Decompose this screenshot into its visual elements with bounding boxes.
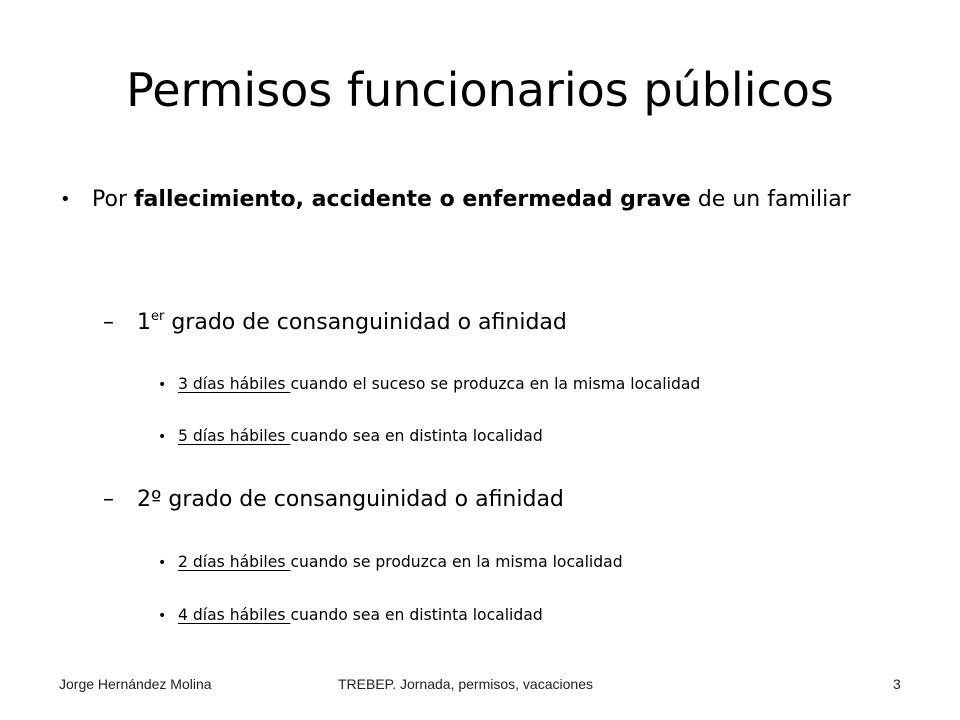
item-text: cuando se produzca en la misma localidad [290, 553, 623, 571]
bullet-icon: • [158, 555, 167, 571]
item-text: cuando sea en distinta localidad [290, 427, 543, 445]
main-bullet-suffix: de un familiar [690, 187, 851, 212]
group-1-label: grado de consanguinidad o afinidad [164, 310, 567, 335]
main-bullet-prefix: Por [92, 187, 134, 212]
group-2-number: 2º [137, 487, 162, 512]
dash-icon: – [103, 310, 114, 335]
group-1-item-2 [158, 421, 543, 452]
dash-icon: – [103, 487, 114, 512]
footer-presentation-title: TREBEP. Jornada, permisos, vacaciones [338, 676, 593, 692]
group-1-superscript: er [151, 309, 165, 324]
group-2-item-1 [158, 547, 623, 578]
bullet-icon: • [158, 377, 167, 393]
footer-page-number: 3 [893, 676, 901, 692]
bullet-icon: • [60, 189, 71, 210]
group-2-label: grado de consanguinidad o afinidad [161, 487, 564, 512]
group-1-number: 1 [137, 310, 151, 335]
slide-title: Permisos funcionarios públicos [126, 63, 834, 117]
bullet-icon: • [158, 608, 167, 624]
item-days: 4 días hábiles [178, 606, 291, 624]
bullet-icon: • [158, 429, 167, 445]
group-1-heading [103, 303, 567, 343]
main-bullet-text [92, 170, 910, 230]
item-days: 2 días hábiles [178, 553, 291, 571]
main-bullet-bold: fallecimiento, accidente o enfermedad grave [133, 187, 691, 212]
footer-author: Jorge Hernández Molina [59, 676, 212, 692]
group-2-heading [103, 480, 564, 520]
group-2-item-2 [158, 600, 543, 631]
group-1-item-1 [158, 369, 700, 400]
item-text: cuando el suceso se produzca en la misma localidad [290, 375, 701, 393]
item-days: 5 días hábiles [178, 427, 291, 445]
item-text: cuando sea en distinta localidad [290, 606, 543, 624]
item-days: 3 días hábiles [178, 375, 291, 393]
